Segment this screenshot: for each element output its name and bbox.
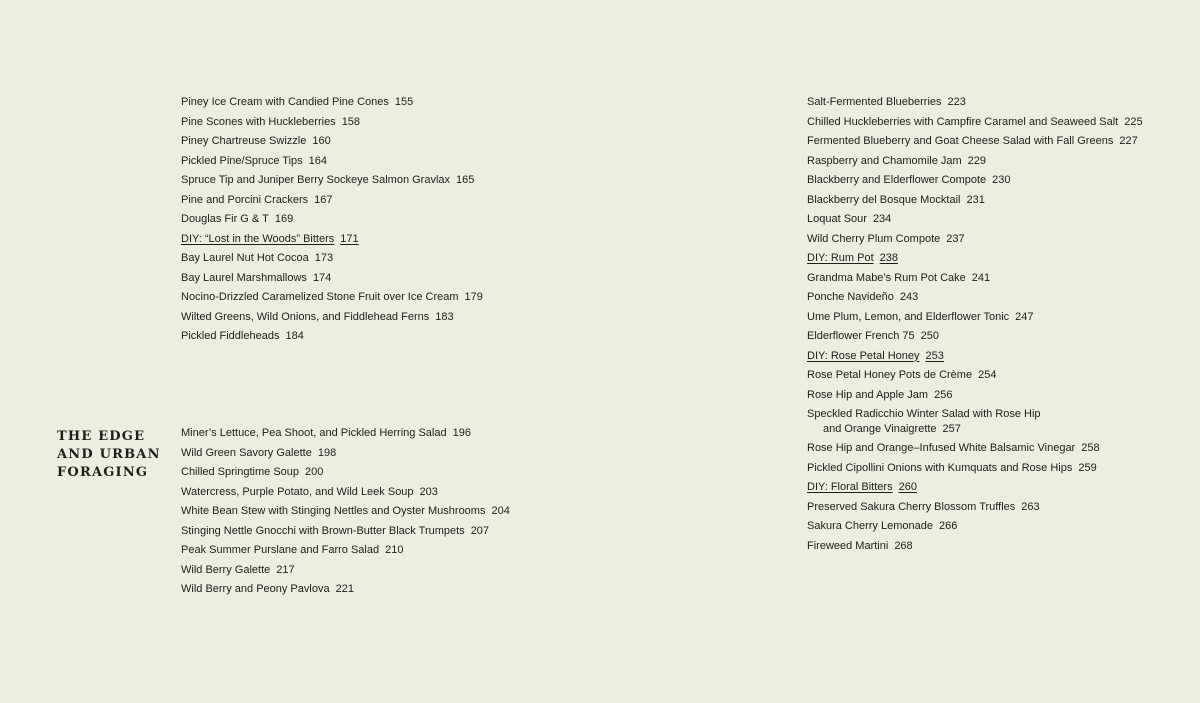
entry-title: Wild Berry and Peony Pavlova — [181, 583, 330, 595]
entry-title: Piney Ice Cream with Candied Pine Cones — [181, 96, 389, 108]
entry-title: Miner’s Lettuce, Pea Shoot, and Pickled Herring Salad — [181, 427, 447, 439]
entry-title: Piney Chartreuse Swizzle — [181, 135, 307, 147]
toc-entry[interactable] — [181, 249, 483, 269]
entry-title: Wilted Greens, Wild Onions, and Fiddlehead Ferns — [181, 310, 430, 323]
entry-page-number: 247 — [1015, 310, 1034, 323]
entry-title: Speckled Radicchio Winter Salad with Rose Hip and Orange Vinaigrette — [807, 408, 1041, 435]
entry-title: DIY: “Lost in the Woods” Bitters — [181, 232, 335, 245]
toc-entry[interactable] — [181, 327, 483, 347]
entry-title: Wild Green Savory Galette — [181, 446, 312, 459]
toc-entry[interactable] — [181, 288, 483, 308]
entry-page-number: 229 — [967, 154, 987, 167]
toc-entry-diy[interactable] — [807, 249, 1143, 269]
entry-page-number: 237 — [946, 232, 965, 245]
entry-page-number: 203 — [419, 485, 438, 498]
entry-page-number: 217 — [276, 563, 295, 576]
toc-entry[interactable] — [181, 502, 510, 522]
entry-page-number: 263 — [1021, 500, 1040, 513]
section-title — [57, 428, 161, 482]
entry-title: Rose Hip and Apple Jam — [807, 388, 929, 401]
entry-page-number: 200 — [305, 466, 324, 478]
entry-page-number: 155 — [394, 96, 414, 108]
entry-title: Ponche Navideño — [807, 291, 894, 303]
toc-entry[interactable] — [181, 483, 510, 503]
toc-entry[interactable] — [807, 537, 1143, 557]
entry-page-number: 234 — [872, 213, 892, 225]
toc-entry-diy[interactable] — [807, 478, 1143, 498]
entry-page-number: 210 — [385, 544, 404, 556]
section-title-line: AND URBAN — [57, 447, 161, 462]
toc-entry[interactable] — [807, 132, 1143, 152]
toc-entry[interactable] — [807, 498, 1143, 518]
entry-page-number: 257 — [942, 422, 961, 435]
toc-entry[interactable] — [181, 444, 510, 464]
toc-entry[interactable] — [181, 191, 483, 211]
entry-page-number: 256 — [934, 388, 953, 401]
toc-entry-diy[interactable] — [807, 347, 1143, 367]
toc-entry[interactable] — [807, 93, 1143, 113]
toc-entry[interactable] — [807, 308, 1143, 328]
entry-title: Bay Laurel Nut Hot Cocoa — [181, 252, 309, 264]
recipe-list-left-top — [181, 93, 483, 347]
toc-entry[interactable] — [181, 308, 483, 328]
entry-title: Wild Cherry Plum Compote — [807, 232, 941, 245]
toc-entry[interactable] — [181, 93, 483, 113]
toc-entry[interactable] — [807, 405, 1053, 439]
entry-title: DIY: Rum Pot — [807, 252, 874, 264]
entry-title: Preserved Sakura Cherry Blossom Truffles — [807, 500, 1016, 513]
entry-page-number: 254 — [978, 369, 997, 381]
section-title-line: FORAGING — [57, 465, 149, 480]
toc-entry[interactable] — [807, 327, 1143, 347]
entry-page-number: 241 — [971, 271, 991, 284]
entry-title: Chilled Huckleberries with Campfire Caramel and Seaweed Salt — [807, 115, 1119, 128]
entry-title: Salt-Fermented Blueberries — [807, 96, 942, 108]
toc-entry[interactable] — [807, 210, 1143, 230]
toc-entry[interactable] — [181, 210, 483, 230]
toc-entry[interactable] — [181, 424, 510, 444]
entry-page-number: 160 — [312, 135, 331, 147]
entry-title: Nocino-Drizzled Caramelized Stone Fruit over Ice Cream — [181, 291, 459, 303]
entry-title: Pickled Fiddleheads — [181, 330, 280, 342]
toc-entry[interactable] — [181, 269, 483, 289]
entry-page-number: 231 — [966, 193, 985, 206]
entry-page-number: 250 — [920, 330, 939, 342]
toc-entry[interactable] — [807, 191, 1143, 211]
entry-title: Douglas Fir G & T — [181, 213, 269, 225]
entry-page-number: 184 — [285, 330, 304, 342]
toc-entry[interactable] — [807, 113, 1143, 133]
toc-entry[interactable] — [807, 366, 1143, 386]
entry-page-number: 196 — [452, 427, 471, 439]
entry-page-number: 230 — [992, 174, 1011, 186]
entry-page-number: 243 — [899, 291, 919, 303]
recipe-list-left-bottom — [181, 424, 510, 600]
toc-entry[interactable] — [807, 517, 1143, 537]
toc-entry[interactable] — [807, 288, 1143, 308]
entry-page-number: 198 — [317, 446, 337, 459]
entry-title: Bay Laurel Marshmallows — [181, 271, 307, 284]
entry-page-number: 268 — [894, 539, 913, 552]
entry-title: Blackberry del Bosque Mocktail — [807, 193, 961, 206]
entry-page-number: 158 — [341, 115, 361, 128]
toc-entry[interactable] — [181, 522, 510, 542]
entry-page-number: 221 — [335, 583, 354, 595]
entry-title: Peak Summer Purslane and Farro Salad — [181, 544, 380, 556]
entry-title: Pine Scones with Huckleberries — [181, 115, 336, 128]
recipe-list-right — [807, 93, 1143, 556]
entry-page-number: 253 — [925, 349, 944, 362]
entry-title: Sakura Cherry Lemonade — [807, 520, 933, 532]
toc-entry[interactable] — [181, 132, 483, 152]
entry-title: Watercress, Purple Potato, and Wild Leek Soup — [181, 485, 414, 498]
entry-page-number: 173 — [314, 252, 334, 264]
toc-entry[interactable] — [807, 386, 1143, 406]
toc-entry[interactable] — [181, 113, 483, 133]
toc-entry[interactable] — [181, 171, 483, 191]
entry-title: Blackberry and Elderflower Compote — [807, 174, 987, 186]
toc-entry[interactable] — [181, 580, 510, 600]
entry-title: DIY: Rose Petal Honey — [807, 349, 920, 362]
entry-title: Wild Berry Galette — [181, 563, 271, 576]
entry-title: Rose Hip and Orange–Infused White Balsamic Vinegar — [807, 442, 1076, 454]
entry-page-number: 238 — [879, 252, 898, 264]
entry-title: Pine and Porcini Crackers — [181, 193, 309, 206]
toc-entry[interactable] — [807, 230, 1143, 250]
entry-page-number: 260 — [898, 481, 917, 493]
entry-title: Chilled Springtime Soup — [181, 466, 300, 478]
entry-title: Fireweed Martini — [807, 539, 889, 552]
entry-title: Ume Plum, Lemon, and Elderflower Tonic — [807, 310, 1010, 323]
entry-title: Spruce Tip and Juniper Berry Sockeye Salmon Gravlax — [181, 174, 451, 186]
entry-page-number: 266 — [938, 520, 958, 532]
entry-page-number: 204 — [491, 505, 510, 517]
entry-title: Pickled Pine/Spruce Tips — [181, 154, 303, 167]
entry-page-number: 183 — [435, 310, 454, 323]
entry-page-number: 167 — [314, 193, 333, 206]
entry-title: Grandma Mabe’s Rum Pot Cake — [807, 271, 966, 284]
toc-entry[interactable] — [181, 463, 510, 483]
entry-page-number: 227 — [1119, 135, 1138, 147]
entry-page-number: 171 — [340, 232, 359, 245]
entry-title: Raspberry and Chamomile Jam — [807, 154, 962, 167]
entry-page-number: 179 — [464, 291, 483, 303]
entry-title: Rose Petal Honey Pots de Crème — [807, 369, 973, 381]
entry-page-number: 165 — [456, 174, 475, 186]
entry-title: Fermented Blueberry and Goat Cheese Salad with Fall Greens — [807, 135, 1114, 147]
entry-page-number: 169 — [274, 213, 294, 225]
toc-entry[interactable] — [807, 459, 1143, 479]
entry-page-number: 225 — [1124, 115, 1143, 128]
entry-title: White Bean Stew with Stinging Nettles and Oyster Mushrooms — [181, 505, 486, 517]
toc-entry[interactable] — [807, 439, 1143, 459]
entry-title: Elderflower French 75 — [807, 330, 915, 342]
toc-entry[interactable] — [181, 152, 483, 172]
section-title-line: THE EDGE — [57, 429, 146, 444]
toc-entry[interactable] — [807, 171, 1143, 191]
toc-entry-diy[interactable] — [181, 230, 483, 250]
entry-page-number: 164 — [308, 154, 328, 167]
toc-entry[interactable] — [181, 561, 510, 581]
entry-title: Pickled Cipollini Onions with Kumquats and Rose Hips — [807, 461, 1073, 474]
toc-entry[interactable] — [181, 541, 510, 561]
entry-page-number: 174 — [312, 271, 332, 284]
entry-title: Stinging Nettle Gnocchi with Brown-Butter Black Trumpets — [181, 524, 465, 537]
entry-page-number: 207 — [470, 524, 490, 537]
entry-page-number: 223 — [947, 96, 966, 108]
entry-title: DIY: Floral Bitters — [807, 481, 893, 493]
toc-entry[interactable] — [807, 269, 1143, 289]
entry-page-number: 259 — [1078, 461, 1097, 474]
entry-page-number: 258 — [1081, 442, 1100, 454]
entry-title: Loquat Sour — [807, 213, 867, 225]
toc-entry[interactable] — [807, 152, 1143, 172]
